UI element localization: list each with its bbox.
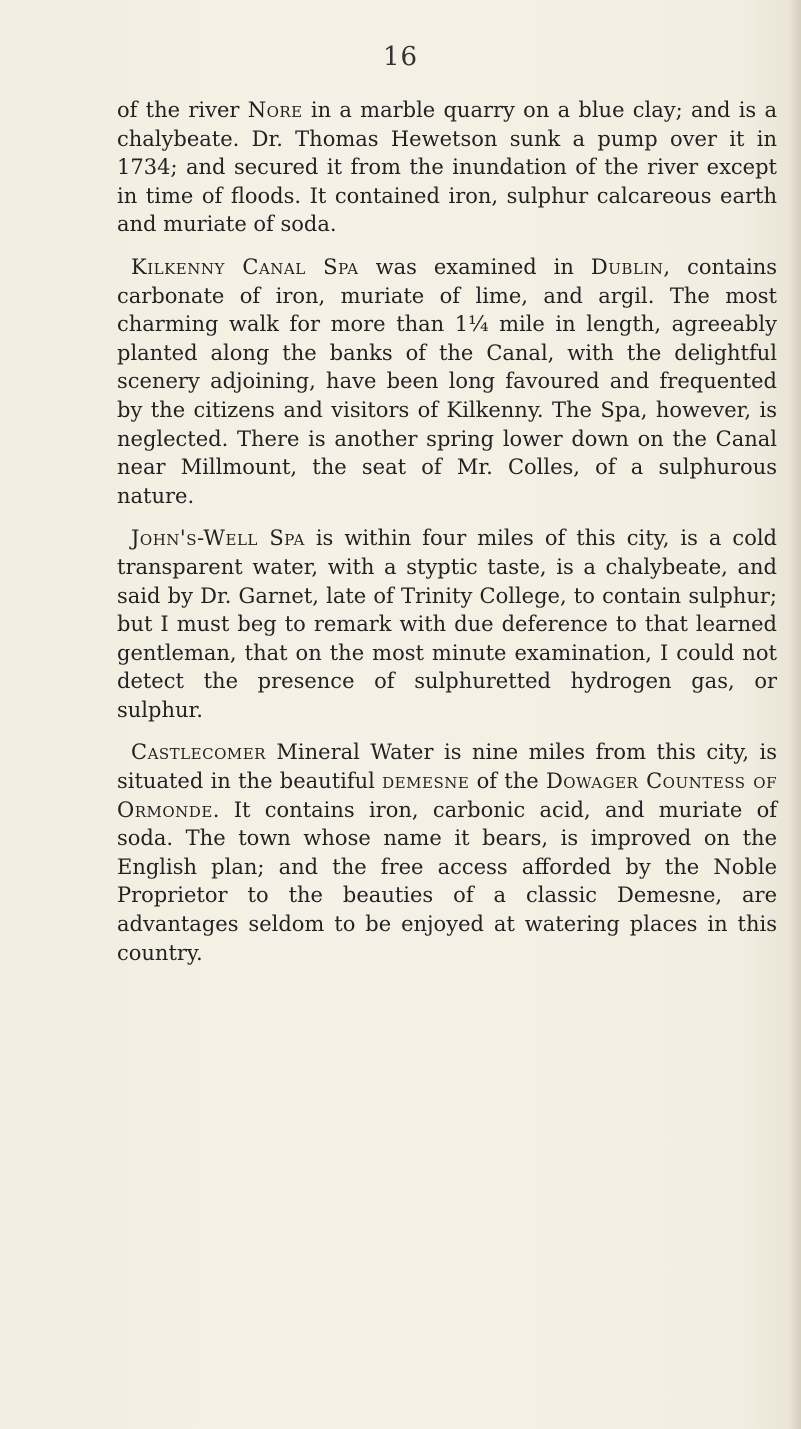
text-run: of the river xyxy=(117,98,248,122)
body-text xyxy=(117,96,777,967)
small-caps-run: Dowager Countess of Ormonde xyxy=(117,769,777,822)
small-caps-run: demesne xyxy=(382,769,470,794)
text-run: of the xyxy=(469,769,546,794)
small-caps-run: Dublin xyxy=(590,254,664,279)
text-run: was examined in xyxy=(358,254,591,279)
paragraph-castlecomer xyxy=(117,738,777,967)
text-run: . It contains iron, carbonic acid, and muriate of soda. The town whose name it bears, is improved on the English plan; and the free access afforded by the Noble Proprietor to the beauties of a classic Demesne, are advantages seldom to be enjoyed at watering places in this country. xyxy=(117,797,777,965)
text-run: Mineral Water is nine miles from this city, is situated in the beautiful xyxy=(117,740,777,794)
page-number: 16 xyxy=(382,42,419,72)
small-caps-run: Kilkenny Canal Spa xyxy=(131,254,359,279)
text-run: , contains carbonate of iron, muriate of lime, and argil. The most charming walk for more than 1¼ mile in length, agreeably planted along the banks of the Canal, with the delightful scenery adjoining, have been long favoured and frequented by the citizens and visitors of Kilkenny. The Spa, however, is neglected. There is another spring lower down on the Canal near Millmount, the seat of Mr. Colles, of a sulphurous nature. xyxy=(117,254,777,508)
text-run: in a marble quarry on a blue clay; and is a chalybeate. Dr. Thomas Hewetson sunk a pump over it in 1734; and secured it from the inundation of the river except in time of floods. It contained iron, sulphur calcareous earth and muriate of soda. xyxy=(117,98,777,237)
small-caps-run: Castlecomer xyxy=(131,740,266,765)
text-run: is within four miles of this city, is a cold transparent water, with a styptic taste, is a chalybeate, and said by Dr. Garnet, late of Trinity College, to contain sulphur; but I must beg to remark with due deference to that learned gentleman, that on the most minute examination, I could not detect the presence of sulphuretted hydrogen gas, or sulphur. xyxy=(117,526,777,722)
page-edge-shadow xyxy=(789,0,801,1429)
paragraph-kilkenny-canal-spa xyxy=(117,253,777,510)
small-caps-run: Nore xyxy=(247,98,303,122)
paragraph-johns-well-spa xyxy=(117,524,777,724)
paragraph-nore xyxy=(117,96,777,239)
small-caps-run: John's-Well Spa xyxy=(131,526,305,551)
